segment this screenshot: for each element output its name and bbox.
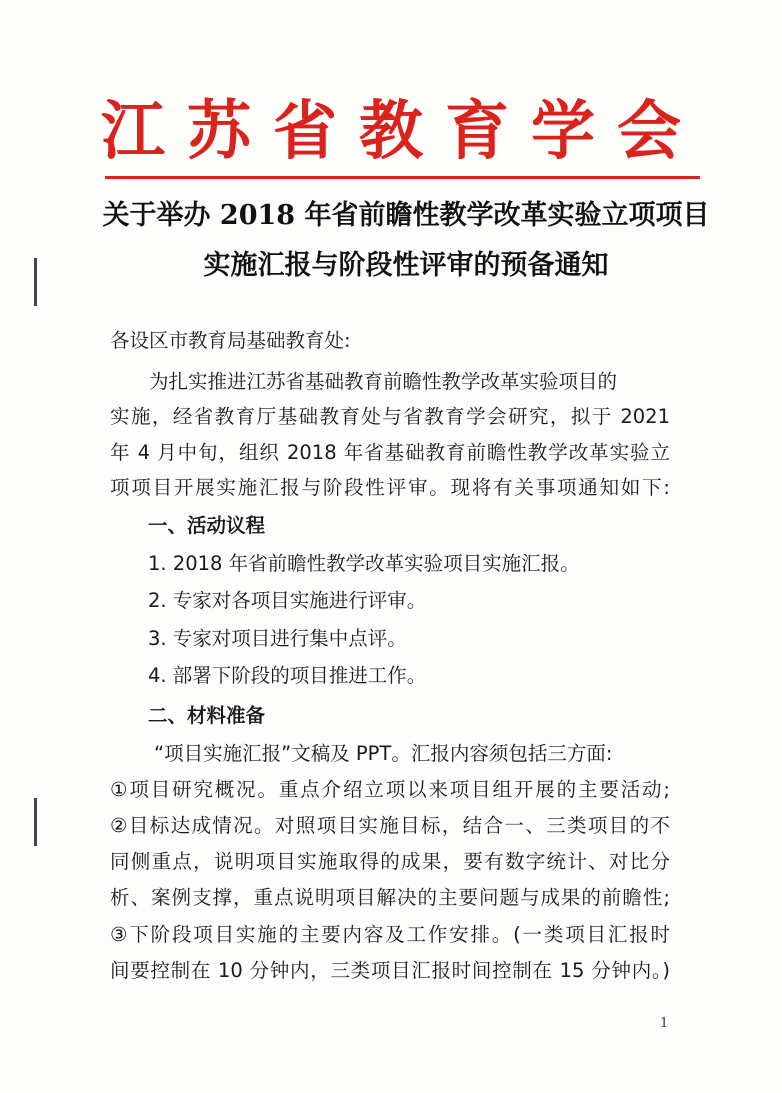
binding-margin-mark-top: [34, 258, 37, 306]
materials-line-4: 同侧重点，说明项目实施取得的成果，要有数字统计、对比分: [110, 850, 670, 873]
intro-line-4: 项项目开展实施汇报与阶段性评审。现将有关事项通知如下:: [110, 476, 670, 499]
intro-line-2: 实施，经省教育厅基础教育处与省教育学会研究，拟于 2021: [110, 405, 670, 428]
page-number: 1: [660, 1016, 669, 1031]
materials-line-1: “项目实施汇报”文稿及 PPT。汇报内容须包括三方面:: [154, 742, 613, 765]
salutation: 各设区市教育局基础教育处:: [110, 329, 351, 352]
letterhead-org-name: 江苏省教育学会: [101, 94, 703, 169]
section-1-heading: 一、活动议程: [148, 514, 266, 537]
materials-line-3: ②目标达成情况。对照项目实施目标，结合一、三类项目的不: [110, 814, 670, 837]
intro-line-1: 为扎实推进江苏省基础教育前瞻性教学改革实验项目的: [149, 370, 618, 393]
materials-line-6: ③下阶段项目实施的主要内容及工作安排。(一类项目汇报时: [110, 923, 670, 946]
binding-margin-mark-bottom: [34, 798, 37, 846]
letterhead-red-rule: [105, 176, 700, 179]
document-title-line-2: 实施汇报与阶段性评审的预备通知: [203, 250, 609, 281]
agenda-item-1: 1. 2018 年省前瞻性教学改革实验项目实施汇报。: [148, 552, 580, 575]
materials-line-2: ①项目研究概况。重点介绍立项以来项目组开展的主要活动;: [110, 778, 670, 801]
agenda-item-2: 2. 专家对各项目实施进行评审。: [148, 589, 427, 612]
document-title-line-1: 关于举办 2018 年省前瞻性教学改革实验立项项目: [102, 200, 710, 231]
agenda-item-3: 3. 专家对项目进行集中点评。: [148, 627, 407, 650]
agenda-item-4: 4. 部署下阶段的项目推进工作。: [148, 664, 427, 687]
materials-line-5: 析、案例支撑，重点说明项目解决的主要问题与成果的前瞻性;: [110, 886, 670, 909]
intro-line-3: 年 4 月中旬，组织 2018 年省基础教育前瞻性教学改革实验立: [110, 441, 670, 464]
materials-line-7: 间要控制在 10 分钟内，三类项目汇报时间控制在 15 分钟内。): [110, 959, 670, 982]
section-2-heading: 二、材料准备: [148, 704, 266, 727]
